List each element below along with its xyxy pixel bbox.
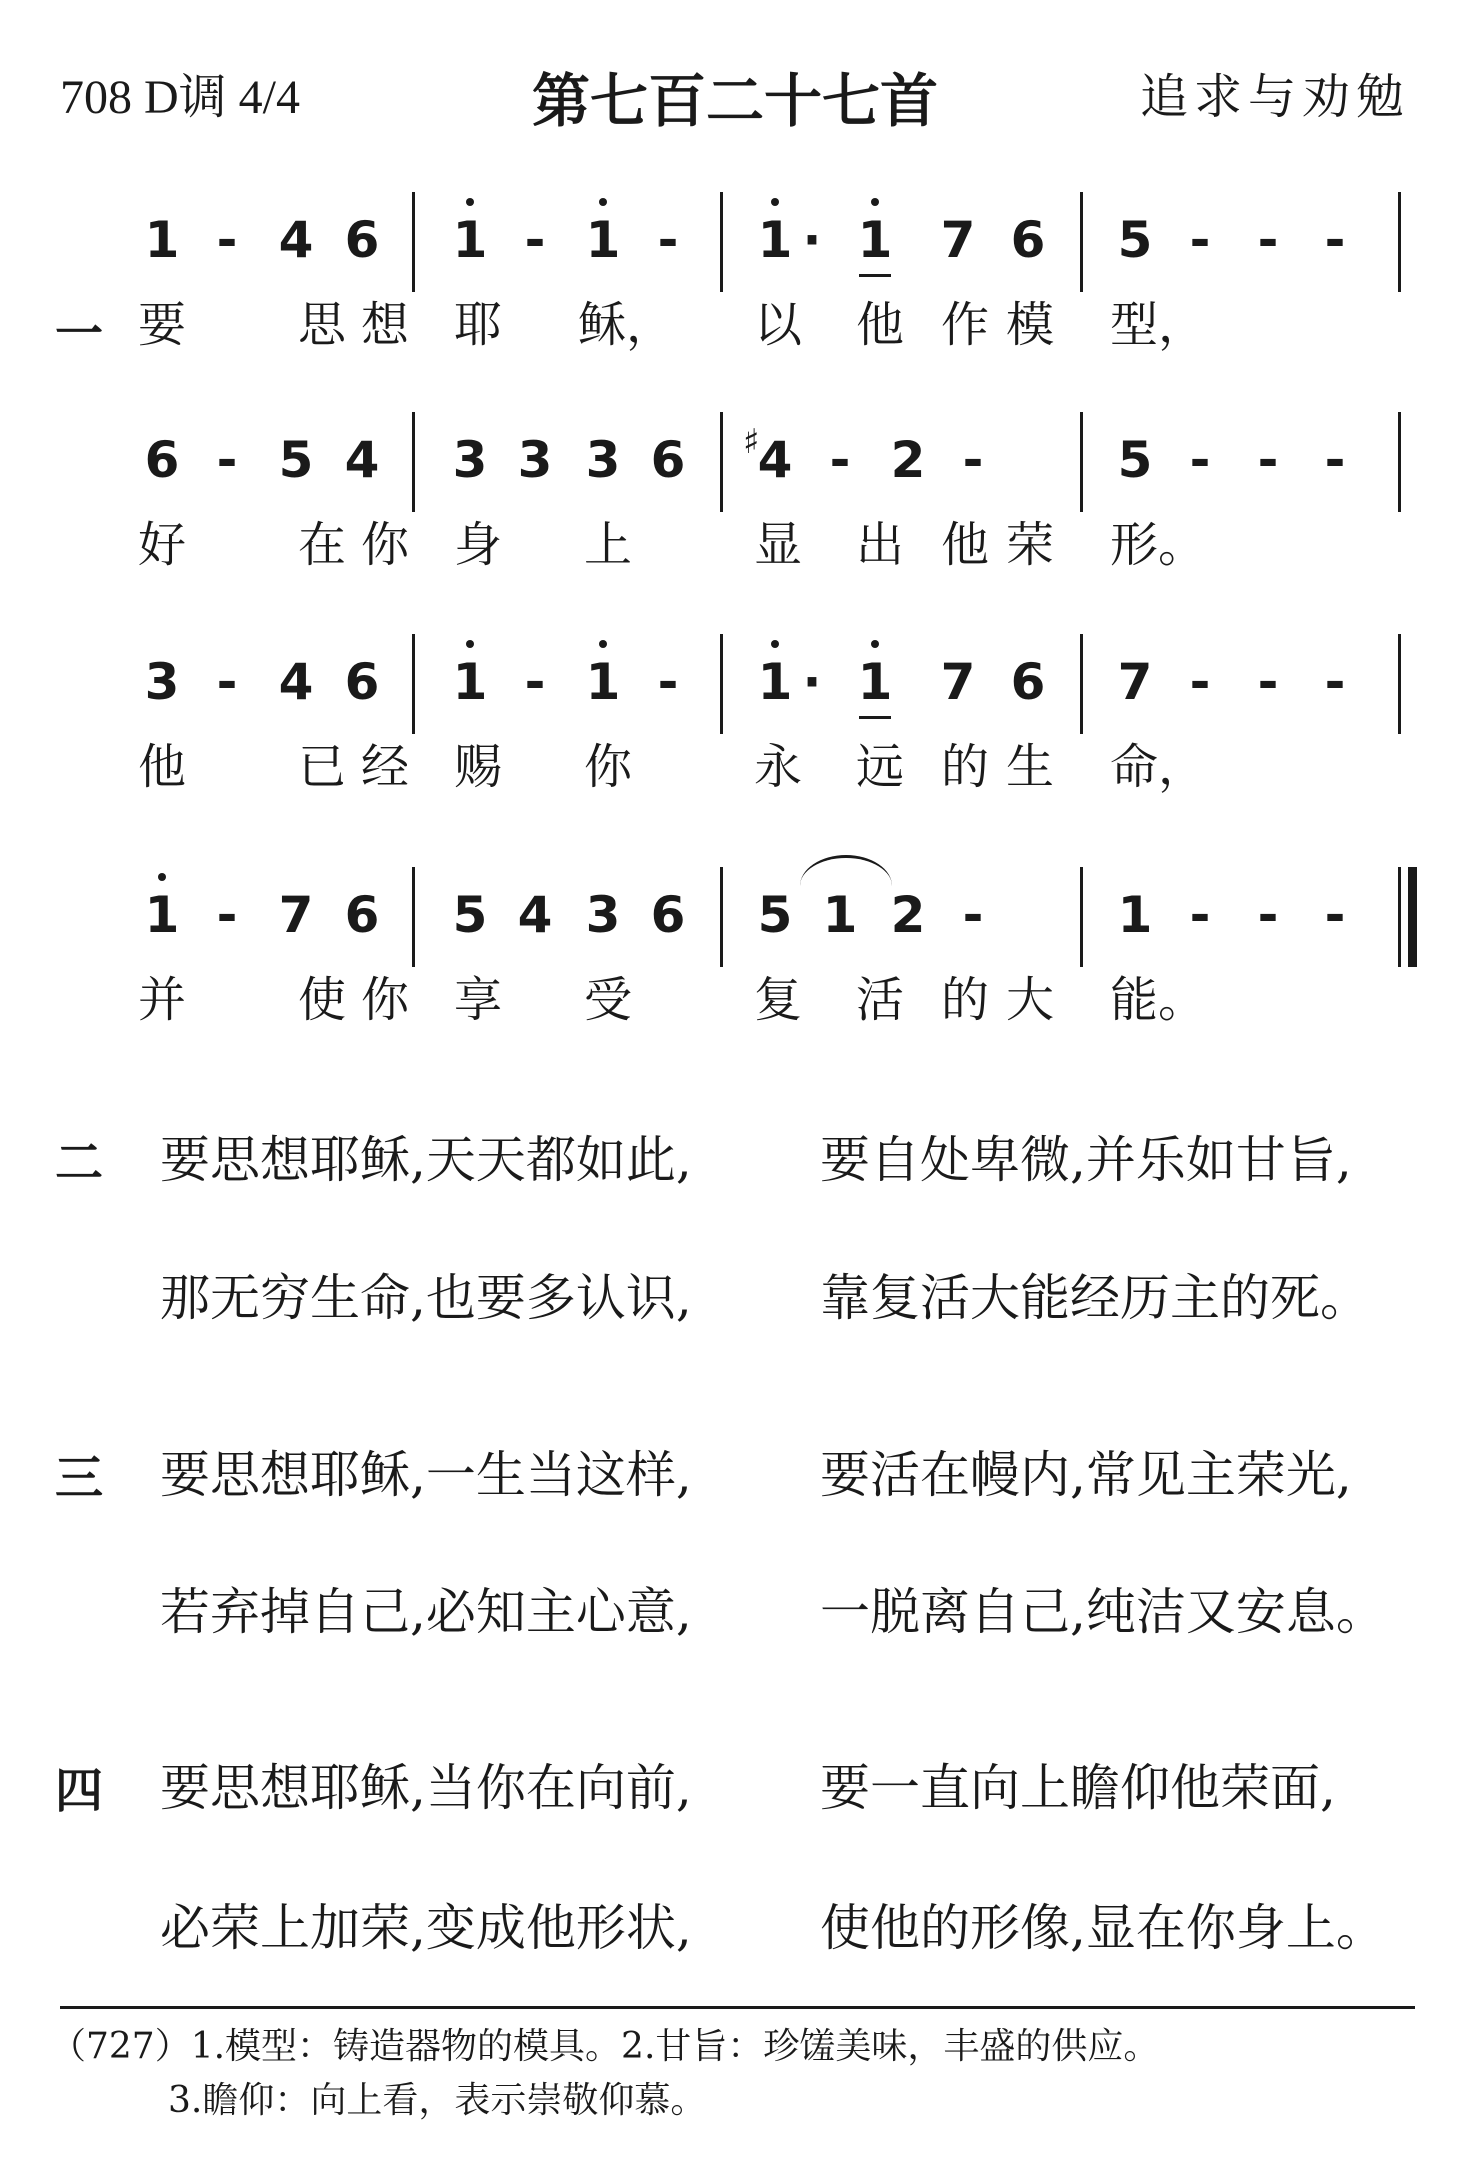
lyric-syllable: 活 xyxy=(855,972,904,1028)
barline xyxy=(1398,412,1401,512)
dash: - xyxy=(1257,431,1279,489)
barline xyxy=(1080,634,1083,734)
dash: - xyxy=(524,211,546,269)
verse-line-second-half: 一脱离自己,纯洁又安息。 xyxy=(820,1583,1386,1641)
eighth-underline xyxy=(859,274,891,277)
note: 1 xyxy=(440,210,500,270)
dash: - xyxy=(1257,653,1279,711)
lyric-syllable: 你 xyxy=(360,517,409,573)
dash: - xyxy=(1189,211,1211,269)
verse-line-first-half: 那无穷生命,也要多认识, xyxy=(160,1269,692,1327)
note: 4 xyxy=(278,653,314,711)
lyric-syllable: 并 xyxy=(137,972,186,1028)
lyric-syllable: 复 xyxy=(753,972,802,1028)
dash: - xyxy=(1257,886,1279,944)
lyric-syllable: 要 xyxy=(137,297,186,353)
notation-system xyxy=(0,885,1470,1055)
dash: - xyxy=(1189,886,1211,944)
barline xyxy=(720,867,723,967)
verse-number: 一 xyxy=(55,306,104,362)
verse-line-first-half: 必荣上加荣,变成他形状, xyxy=(160,1899,692,1957)
high-octave-dot xyxy=(871,640,879,648)
verse-line-first-half: 若弃掉自己,必知主心意, xyxy=(160,1583,692,1641)
slur xyxy=(800,855,892,886)
notation-system xyxy=(0,422,1470,600)
note: 5 xyxy=(278,431,314,489)
dash: - xyxy=(1324,431,1346,489)
sharp-sign: ♯ xyxy=(743,422,760,462)
lyric-syllable: 模 xyxy=(1005,297,1054,353)
note: 6 xyxy=(650,886,686,944)
dash: - xyxy=(216,653,238,711)
note: 1 xyxy=(144,211,180,269)
barline xyxy=(1080,192,1083,292)
lyric-syllable: 身 xyxy=(453,517,502,573)
lyric-syllable: 已 xyxy=(297,739,346,795)
note: 7 xyxy=(940,211,976,269)
verse-line-second-half: 要活在幔内,常见主荣光, xyxy=(820,1446,1352,1504)
high-octave-dot xyxy=(871,198,879,206)
lyric-syllable: 永 xyxy=(753,739,802,795)
note: 1 xyxy=(845,652,905,712)
note: 5 xyxy=(452,886,488,944)
barline xyxy=(1080,412,1083,512)
lyric-syllable: 使 xyxy=(297,972,346,1028)
dash: - xyxy=(216,211,238,269)
verse-number: 三 xyxy=(55,1450,104,1506)
note: 5 xyxy=(1117,211,1153,269)
final-barline xyxy=(1408,867,1417,967)
note: 4 xyxy=(344,431,380,489)
note: 5 xyxy=(1117,431,1153,489)
high-octave-dot xyxy=(158,873,166,881)
lyric-syllable: 大 xyxy=(1005,972,1054,1028)
note: 7 xyxy=(940,653,976,711)
hymn-title: 第七百二十七首 xyxy=(531,67,938,135)
dash: - xyxy=(962,886,984,944)
dash: - xyxy=(1324,886,1346,944)
note: 3 xyxy=(144,653,180,711)
barline xyxy=(412,867,415,967)
high-octave-dot xyxy=(466,198,474,206)
verse-line-first-half: 要思想耶稣,天天都如此, xyxy=(160,1131,692,1189)
verse-line-second-half: 要一直向上瞻仰他荣面, xyxy=(820,1759,1336,1817)
lyric-syllable: 的 xyxy=(940,739,989,795)
dash: - xyxy=(216,886,238,944)
high-octave-dot xyxy=(599,640,607,648)
note: 1 xyxy=(845,210,905,270)
note: 3 xyxy=(452,431,488,489)
lyric-syllable: 稣， xyxy=(578,297,675,353)
lyric-syllable: 经 xyxy=(360,739,409,795)
barline xyxy=(412,634,415,734)
lyric-syllable: 生 xyxy=(1005,739,1054,795)
footnote-line-2: 3.瞻仰：向上看，表示崇敬仰慕。 xyxy=(168,2080,707,2121)
note: 1 xyxy=(573,210,633,270)
lyric-syllable: 他 xyxy=(137,739,186,795)
high-octave-dot xyxy=(599,198,607,206)
dash: - xyxy=(1324,211,1346,269)
note: 2 xyxy=(890,886,926,944)
note: 4 xyxy=(278,211,314,269)
barline xyxy=(412,412,415,512)
verse-number: 四 xyxy=(55,1763,104,1819)
note: 6 xyxy=(344,211,380,269)
verse-line-second-half: 要自处卑微,并乐如甘旨, xyxy=(820,1131,1352,1189)
note: 6 xyxy=(144,431,180,489)
barline xyxy=(720,634,723,734)
dot: · xyxy=(802,211,822,269)
high-octave-dot xyxy=(771,640,779,648)
dash: - xyxy=(1324,653,1346,711)
lyric-syllable: 命， xyxy=(1110,739,1207,795)
note: 1 xyxy=(745,210,805,270)
verse-line-second-half: 使他的形像,显在你身上。 xyxy=(820,1899,1386,1957)
note: 1 xyxy=(1117,886,1153,944)
eighth-underline xyxy=(859,716,891,719)
dash: - xyxy=(1257,211,1279,269)
barline xyxy=(720,412,723,512)
note: 2 xyxy=(890,431,926,489)
note: 6 xyxy=(650,431,686,489)
dash: - xyxy=(216,431,238,489)
note: 4 xyxy=(517,886,553,944)
lyric-syllable: 上 xyxy=(583,517,632,573)
hymn-meta: 708 D调 4/4 xyxy=(60,71,301,124)
note: 4 ♯ xyxy=(745,430,805,490)
note: 3 xyxy=(585,886,621,944)
lyric-syllable: 好 xyxy=(137,517,186,573)
lyric-syllable: 耶 xyxy=(453,297,502,353)
lyric-syllable: 作 xyxy=(940,297,989,353)
note: 3 xyxy=(517,431,553,489)
lyric-syllable: 想 xyxy=(360,297,409,353)
dash: - xyxy=(1189,653,1211,711)
note: 1 xyxy=(745,652,805,712)
lyric-syllable: 他 xyxy=(940,517,989,573)
note: 1 xyxy=(132,885,192,945)
lyric-syllable: 以 xyxy=(753,297,802,353)
dash: - xyxy=(829,431,851,489)
high-octave-dot xyxy=(771,198,779,206)
verse-number: 二 xyxy=(55,1135,104,1191)
lyric-syllable: 他 xyxy=(855,297,904,353)
lyric-syllable: 形。 xyxy=(1110,517,1207,573)
footnote-line-1: （727）1.模型：铸造器物的模具。2.甘旨：珍馐美味，丰盛的供应。 xyxy=(50,2026,1160,2067)
note: 6 xyxy=(344,653,380,711)
note: 1 xyxy=(573,652,633,712)
lyric-syllable: 型， xyxy=(1110,297,1207,353)
note: 6 xyxy=(1010,211,1046,269)
footnote-rule xyxy=(60,2006,1415,2009)
lyric-syllable: 远 xyxy=(855,739,904,795)
note: 1 xyxy=(440,652,500,712)
barline xyxy=(1080,867,1083,967)
verse-line-second-half: 靠复活大能经历主的死。 xyxy=(820,1269,1370,1327)
lyric-syllable: 赐 xyxy=(453,739,502,795)
notation-system xyxy=(0,210,1470,380)
dash: - xyxy=(962,431,984,489)
lyric-syllable: 荣 xyxy=(1005,517,1054,573)
lyric-syllable: 享 xyxy=(453,972,502,1028)
note: 5 xyxy=(757,886,793,944)
note: 6 xyxy=(344,886,380,944)
note: 3 xyxy=(585,431,621,489)
note: 7 xyxy=(1117,653,1153,711)
lyric-syllable: 你 xyxy=(583,739,632,795)
dash: - xyxy=(657,653,679,711)
verse-line-first-half: 要思想耶稣,当你在向前, xyxy=(160,1759,692,1817)
dash: - xyxy=(1189,431,1211,489)
barline xyxy=(412,192,415,292)
barline xyxy=(720,192,723,292)
lyric-syllable: 在 xyxy=(297,517,346,573)
note: 6 xyxy=(1010,653,1046,711)
high-octave-dot xyxy=(466,640,474,648)
dot: · xyxy=(802,653,822,711)
lyric-syllable: 能。 xyxy=(1110,972,1207,1028)
note: 1 xyxy=(822,886,858,944)
lyric-syllable: 出 xyxy=(855,517,904,573)
dash: - xyxy=(657,211,679,269)
hymn-category: 追求与劝勉 xyxy=(1139,69,1410,125)
barline xyxy=(1398,192,1401,292)
notation-system xyxy=(0,652,1470,822)
lyric-syllable: 的 xyxy=(940,972,989,1028)
verse-line-first-half: 要思想耶稣,一生当这样, xyxy=(160,1446,692,1504)
note: 7 xyxy=(278,886,314,944)
lyric-syllable: 思 xyxy=(297,297,346,353)
dash: - xyxy=(524,653,546,711)
lyric-syllable: 显 xyxy=(753,517,802,573)
barline xyxy=(1398,634,1401,734)
lyric-syllable: 你 xyxy=(360,972,409,1028)
lyric-syllable: 受 xyxy=(583,972,632,1028)
barline xyxy=(1398,867,1401,967)
